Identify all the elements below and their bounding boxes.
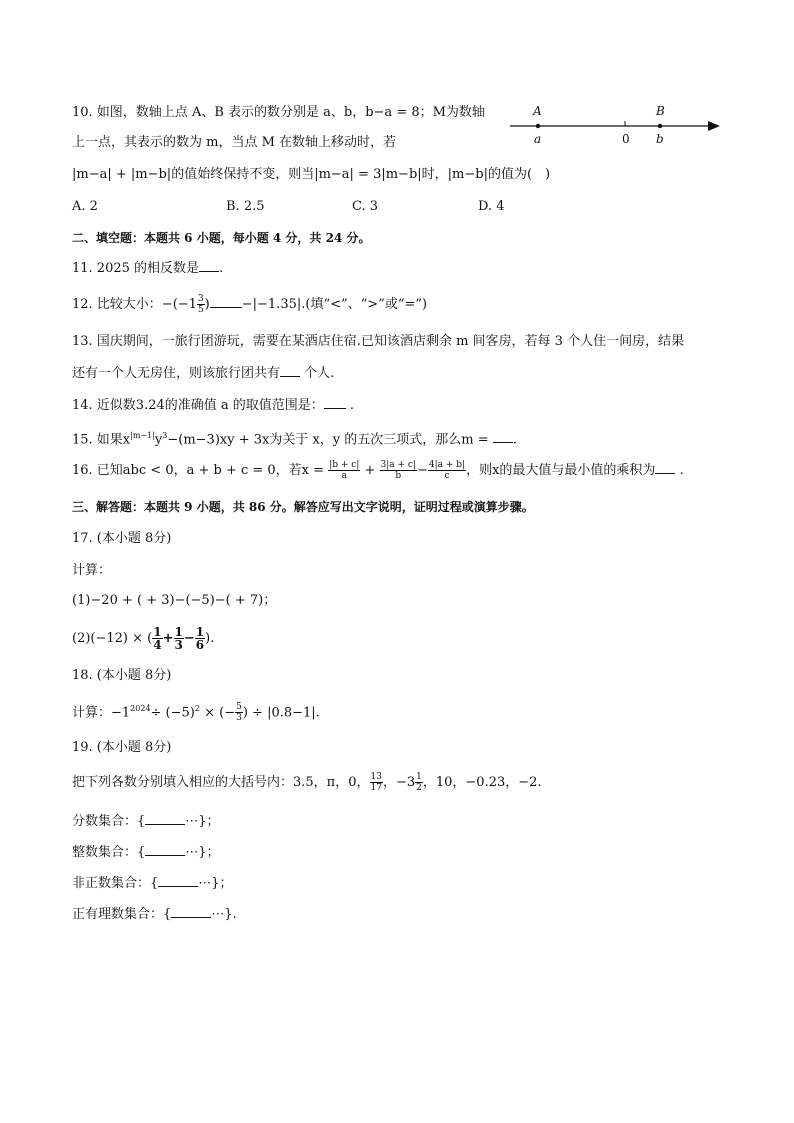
answer-blank <box>145 843 185 856</box>
q17-part2: (2)(−12) × ( $\frac{1}{4}$ + $\frac{1}{3}$ − $\frac{1}{6}$ ). <box>72 625 215 652</box>
answer-blank <box>210 295 242 308</box>
q14: 14. 近似数3.24的准确值 a 的取值范围是： . <box>72 398 355 413</box>
fraction: $\frac{13}{17}$ <box>370 772 382 793</box>
fraction: $\frac{4|a + b|}{c}$ <box>428 460 466 481</box>
q18-title: 18. (本小题 8分) <box>72 668 172 683</box>
fraction: $\frac{1}{6}$ <box>195 625 205 652</box>
answer-blank <box>145 812 185 825</box>
option-b: B. 2.5 <box>226 199 265 214</box>
q10-line1: 10. 如图，数轴上点 A、B 表示的数分别是 a、b，b−a = 8；M为数轴 <box>72 105 485 120</box>
q19-title: 19. (本小题 8分) <box>72 740 172 755</box>
q16: 16. 已知abc < 0，a + b + c = 0，若x = $\frac{|b + c|}{a}$ + $\frac{3|a + c|}{b}$ − $\frac{4|a + b|}{c}$ ，则x的最大值与最小值的乘积为 . <box>72 460 684 481</box>
set-positive-rational: 正有理数集合：{ ⋯}. <box>72 907 237 922</box>
option-c: C. 3 <box>352 199 379 214</box>
set-non-positive: 非正数集合：{ ⋯}； <box>72 876 233 891</box>
q10-line3: |m−a| + |m−b|的值始终保持不变，则当|m−a| = 3|m−b|时，|m−b|的值为( ) <box>72 167 551 182</box>
label-A: A <box>533 104 542 118</box>
q10-line2: 上一点，其表示的数为 m，当点 M 在数轴上移动时，若 <box>72 135 397 150</box>
answer-blank <box>324 396 346 409</box>
option-d: D. 4 <box>478 199 505 214</box>
set-fractions: 分数集合：{ ⋯}； <box>72 814 220 829</box>
answer-blank <box>655 461 675 474</box>
fraction: $\frac{|b + c|}{a}$ <box>329 460 360 481</box>
q19-intro: 把下列各数分别填入相应的大括号内：3.5，π，0， $\frac{13}{17}$ ，−3 $\frac{1}{2}$ ，10，−0.23，−2. <box>72 772 542 793</box>
label-B: B <box>656 104 665 118</box>
option-a: A. 2 <box>72 199 98 214</box>
q17-calc: 计算： <box>72 563 112 578</box>
answer-blank <box>280 364 300 377</box>
answer-blank <box>199 259 219 272</box>
label-0: 0 <box>622 132 630 146</box>
q12: 12. 比较大小：−(−1 $\frac{3}{5}$ ) −|−1.35|.(填“<”、“>”或“=”) <box>72 294 428 315</box>
fraction: $\frac{1}{2}$ <box>416 772 422 793</box>
q13-line1: 13. 国庆期间，一旅行团游玩，需要在某酒店住宿.已知该酒店剩余 m 间客房，若每 3 个人住一间房，结果 <box>72 334 685 349</box>
q11: 11. 2025 的相反数是 . <box>72 261 224 276</box>
q13-line2: 还有一个人无房住，则该旅行团共有 个人. <box>72 366 335 381</box>
set-integers: 整数集合：{ ⋯}； <box>72 845 220 860</box>
q17-title: 17. (本小题 8分) <box>72 531 172 546</box>
answer-blank <box>171 905 211 918</box>
number-line-figure <box>505 104 725 150</box>
q18-expr: 计算：$-1^{2024}\div (-5)^2$ × (− $\frac{5}{3}$ ) ÷ |0.8−1|. <box>72 702 320 724</box>
axis-arrow <box>708 121 720 131</box>
section-3-heading: 三、解答题：本题共 9 小题，共 86 分。解答应写出文字说明，证明过程或演算步骤。 <box>72 500 534 514</box>
fraction: $\frac{5}{3}$ <box>236 702 242 724</box>
label-b: b <box>656 132 664 146</box>
q17-part1: (1)−20 + ( + 3)−(−5)−( + 7)； <box>72 593 277 608</box>
answer-blank <box>493 430 513 443</box>
point-b <box>658 124 662 128</box>
fraction: $\frac{3}{5}$ <box>197 294 204 315</box>
fraction: $\frac{1}{4}$ <box>153 625 162 652</box>
q10-options <box>72 198 672 216</box>
label-a: a <box>534 132 542 146</box>
q15: 15. 如果$x^{|m-1|}y^3-(m-3)xy + 3x$为关于 x，y 的五次三项式，那么m = . <box>72 431 517 448</box>
answer-blank <box>158 874 198 887</box>
section-2-heading: 二、填空题：本题共 6 小题，每小题 4 分，共 24 分。 <box>72 231 371 245</box>
point-a <box>536 124 540 128</box>
fraction: $\frac{1}{3}$ <box>174 625 183 652</box>
fraction: $\frac{3|a + c|}{b}$ <box>380 460 416 481</box>
